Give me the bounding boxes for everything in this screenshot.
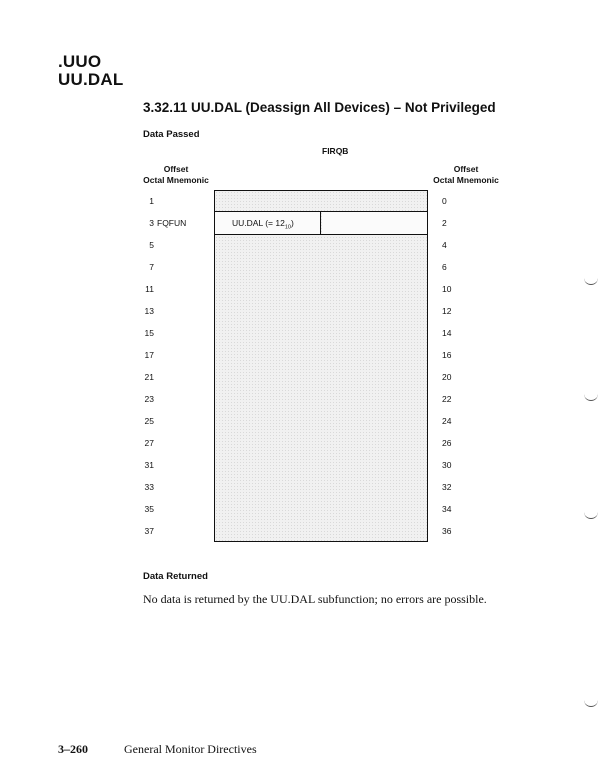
left-offset-value: 23 (144, 394, 154, 404)
left-offset-row (142, 432, 214, 454)
left-mnemonic: FQFUN (157, 218, 187, 228)
right-header-offset: Offset (453, 164, 479, 174)
right-offset-row: 32 (442, 482, 452, 492)
left-offset-value: 31 (144, 460, 154, 470)
left-offset-row (142, 212, 214, 234)
left-offset-value: 3 (149, 218, 154, 228)
left-offset-value: 13 (144, 306, 154, 316)
left-offset-value: 33 (144, 482, 154, 492)
left-offset-row (142, 278, 214, 300)
left-offset-row (142, 366, 214, 388)
left-offset-row (142, 520, 214, 542)
left-header-offset: Offset (163, 164, 189, 174)
right-header-octal-mnemonic: Octal Mnemonic (433, 175, 499, 185)
left-offset-row (142, 498, 214, 520)
left-offset-value: 17 (144, 350, 154, 360)
field-value-close: ) (290, 218, 294, 228)
left-offset-value: 11 (145, 284, 154, 294)
data-passed-heading: Data Passed (143, 129, 200, 140)
right-offset-row: 36 (442, 526, 452, 536)
header-line-2: UU.DAL (58, 70, 124, 89)
right-column-header (428, 164, 504, 186)
section-title: 3.32.11 UU.DAL (Deassign All Devices) – Not Privileged (143, 100, 496, 115)
right-offset-row: 0 (442, 196, 447, 206)
right-offset-row: 4 (442, 240, 447, 250)
right-offset-row: 22 (442, 394, 452, 404)
left-offset-row (142, 344, 214, 366)
margin-mark (584, 700, 598, 707)
margin-mark (584, 394, 598, 401)
margin-mark (584, 512, 598, 519)
left-offset-value: 1 (149, 196, 154, 206)
left-offset-value: 7 (149, 262, 154, 272)
data-returned-heading: Data Returned (143, 571, 208, 582)
fqfun-empty-cell (322, 212, 427, 234)
margin-mark (584, 278, 598, 285)
left-offset-row (142, 300, 214, 322)
right-offset-row: 10 (442, 284, 452, 294)
left-offset-row (142, 476, 214, 498)
right-offset-row: 2 (442, 218, 447, 228)
left-header-octal-mnemonic: Octal Mnemonic (143, 175, 209, 185)
left-offset-row (142, 322, 214, 344)
left-offset-row (142, 190, 214, 212)
right-offset-row: 16 (442, 350, 452, 360)
left-offset-row (142, 234, 214, 256)
right-offset-row: 14 (442, 328, 452, 338)
block-name-label: FIRQB (322, 146, 349, 156)
row-divider (215, 234, 427, 235)
left-offset-value: 15 (144, 328, 154, 338)
right-offset-row: 34 (442, 504, 452, 514)
right-offset-row: 24 (442, 416, 452, 426)
right-offset-column (442, 190, 482, 542)
field-value-text: UU.DAL (= 12 (232, 218, 285, 228)
left-offset-value: 37 (144, 526, 154, 536)
left-offset-row (142, 256, 214, 278)
left-offset-row (142, 410, 214, 432)
left-offset-value: 25 (144, 416, 154, 426)
footer-title: General Monitor Directives (124, 742, 257, 756)
left-offset-value: 5 (149, 240, 154, 250)
data-returned-text: No data is returned by the UU.DAL subfunction; no errors are possible. (143, 592, 487, 606)
left-offset-row (142, 454, 214, 476)
right-offset-row: 6 (442, 262, 447, 272)
left-offset-row (142, 388, 214, 410)
field-value-subscript: 10 (284, 224, 291, 231)
fqfun-field-cell (215, 212, 321, 234)
right-offset-row: 26 (442, 438, 452, 448)
right-offset-row: 20 (442, 372, 452, 382)
left-column-header (141, 164, 211, 186)
left-offset-value: 35 (144, 504, 154, 514)
left-offset-column (142, 190, 214, 542)
left-offset-value: 21 (144, 372, 154, 382)
firqb-table (214, 190, 428, 542)
header-line-1: .UUO (58, 52, 102, 71)
right-offset-row: 30 (442, 460, 452, 470)
page-number: 3–260 (58, 742, 88, 756)
right-offset-row: 12 (442, 306, 452, 316)
left-offset-value: 27 (144, 438, 154, 448)
